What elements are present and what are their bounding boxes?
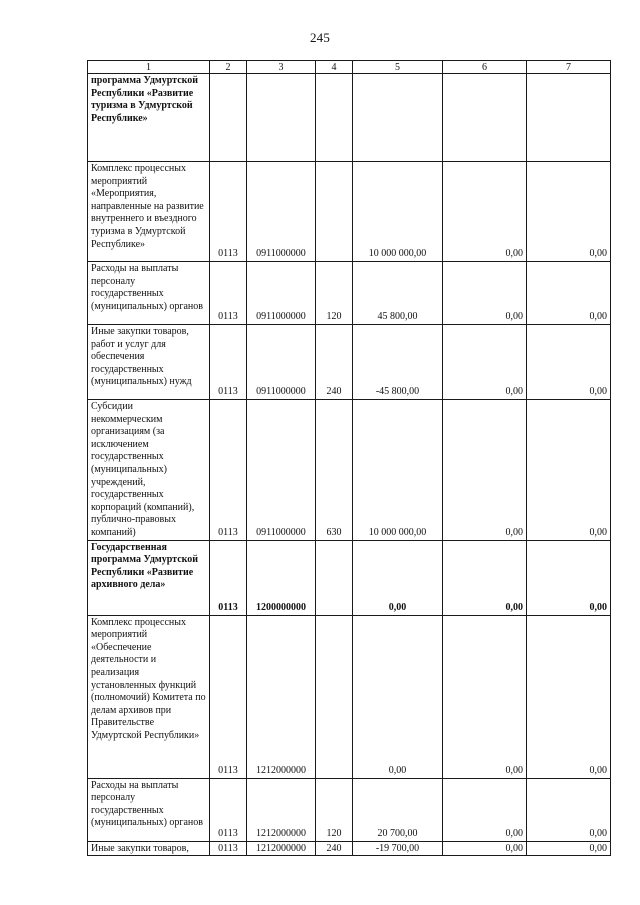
row-name: Иные закупки товаров, работ и услуг для обеспечения государственных (муниципальных) нужд: [91, 326, 192, 388]
col6-cell: 0,00: [443, 615, 527, 778]
header-cell-col-1: 1: [88, 61, 210, 74]
col6-cell: 0,00: [443, 400, 527, 541]
expense-type-cell: [316, 74, 353, 162]
header-cell-col-4: 4: [316, 61, 353, 74]
header-cell-col-3: 3: [247, 61, 316, 74]
expense-type-cell: [316, 162, 353, 262]
col7-cell: 0,00: [527, 841, 611, 856]
col6-cell: 0,00: [443, 778, 527, 841]
col7-cell: 0,00: [527, 540, 611, 615]
section-code-cell: 0113: [210, 400, 247, 541]
budget-table: [87, 60, 611, 856]
target-code-cell: 0911000000: [247, 325, 316, 400]
amount-cell: 10 000 000,00: [353, 400, 443, 541]
expense-type-cell: [316, 540, 353, 615]
table-row: [88, 262, 611, 325]
row-name-cell: [88, 162, 210, 262]
expense-type-cell: 120: [316, 778, 353, 841]
row-name: программа Удмуртской Республики «Развитие туризма в Удмуртской Республике»: [91, 75, 199, 124]
row-name-cell: [88, 325, 210, 400]
table-row: [88, 841, 611, 856]
section-code-cell: 0113: [210, 841, 247, 856]
row-name-cell: [88, 400, 210, 541]
row-name: Расходы на выплаты персоналу государственных (муниципальных) органов: [91, 779, 204, 829]
header-cell-col-7: 7: [527, 61, 611, 74]
row-name-cell: [88, 262, 210, 325]
col7-cell: 0,00: [527, 615, 611, 778]
table-row: [88, 325, 611, 400]
col7-cell: 0,00: [527, 262, 611, 325]
table-row: [88, 540, 611, 615]
section-code-cell: 0113: [210, 540, 247, 615]
amount-cell: 0,00: [353, 615, 443, 778]
row-name-cell: [88, 540, 210, 615]
target-code-cell: 1212000000: [247, 841, 316, 856]
row-name: Иные закупки товаров,: [91, 842, 189, 854]
row-name: Комплекс процессных мероприятий «Мероприятия, направленные на развитие внутреннего и въездного туризма в Удмуртской Республике»: [91, 163, 204, 250]
row-name-cell: [88, 615, 210, 778]
col6-cell: 0,00: [443, 262, 527, 325]
col6-cell: 0,00: [443, 841, 527, 856]
amount-cell: -45 800,00: [353, 325, 443, 400]
amount-cell: [353, 74, 443, 162]
expense-type-cell: 240: [316, 325, 353, 400]
table-row: [88, 74, 611, 162]
target-code-cell: 1212000000: [247, 778, 316, 841]
col7-cell: 0,00: [527, 778, 611, 841]
expense-type-cell: 120: [316, 262, 353, 325]
header-cell-col-2: 2: [210, 61, 247, 74]
row-name-cell: [88, 74, 210, 162]
row-name-cell: [88, 841, 210, 856]
table-row: [88, 162, 611, 262]
table-header-row: [88, 61, 611, 74]
amount-cell: 20 700,00: [353, 778, 443, 841]
table-row: [88, 615, 611, 778]
amount-cell: 0,00: [353, 540, 443, 615]
expense-type-cell: 630: [316, 400, 353, 541]
section-code-cell: 0113: [210, 325, 247, 400]
col6-cell: 0,00: [443, 540, 527, 615]
section-code-cell: 0113: [210, 262, 247, 325]
col7-cell: 0,00: [527, 325, 611, 400]
expense-type-cell: [316, 615, 353, 778]
amount-cell: 45 800,00: [353, 262, 443, 325]
expense-type-cell: 240: [316, 841, 353, 856]
row-name-cell: [88, 778, 210, 841]
table-row: [88, 778, 611, 841]
col7-cell: 0,00: [527, 400, 611, 541]
row-name: Расходы на выплаты персоналу государственных (муниципальных) органов: [91, 263, 204, 312]
target-code-cell: 0911000000: [247, 262, 316, 325]
col6-cell: 0,00: [443, 325, 527, 400]
header-cell-col-5: 5: [353, 61, 443, 74]
section-code-cell: 0113: [210, 162, 247, 262]
col7-cell: [527, 74, 611, 162]
target-code-cell: 1200000000: [247, 540, 316, 615]
section-code-cell: [210, 74, 247, 162]
amount-cell: -19 700,00: [353, 841, 443, 856]
page-number: 245: [309, 30, 331, 45]
col6-cell: [443, 74, 527, 162]
row-name: Государственная программа Удмуртской Республики «Развитие архивного дела»: [91, 541, 199, 591]
row-name: Комплекс процессных мероприятий «Обеспечение деятельности и реализация установленных функций (полномочий) Комитета по делам архивов при Правительстве Удмуртской Республики»: [91, 616, 206, 741]
row-name: Субсидии некоммерческим организациям (за исключением государственных (муниципальных) учреждений, государственных корпораций (компаний), публично-правовых компаний): [91, 401, 195, 538]
target-code-cell: 0911000000: [247, 162, 316, 262]
section-code-cell: 0113: [210, 615, 247, 778]
target-code-cell: 0911000000: [247, 400, 316, 541]
target-code-cell: 1212000000: [247, 615, 316, 778]
col7-cell: 0,00: [527, 162, 611, 262]
section-code-cell: 0113: [210, 778, 247, 841]
target-code-cell: [247, 74, 316, 162]
col6-cell: 0,00: [443, 162, 527, 262]
amount-cell: 10 000 000,00: [353, 162, 443, 262]
table-row: [88, 400, 611, 541]
header-cell-col-6: 6: [443, 61, 527, 74]
